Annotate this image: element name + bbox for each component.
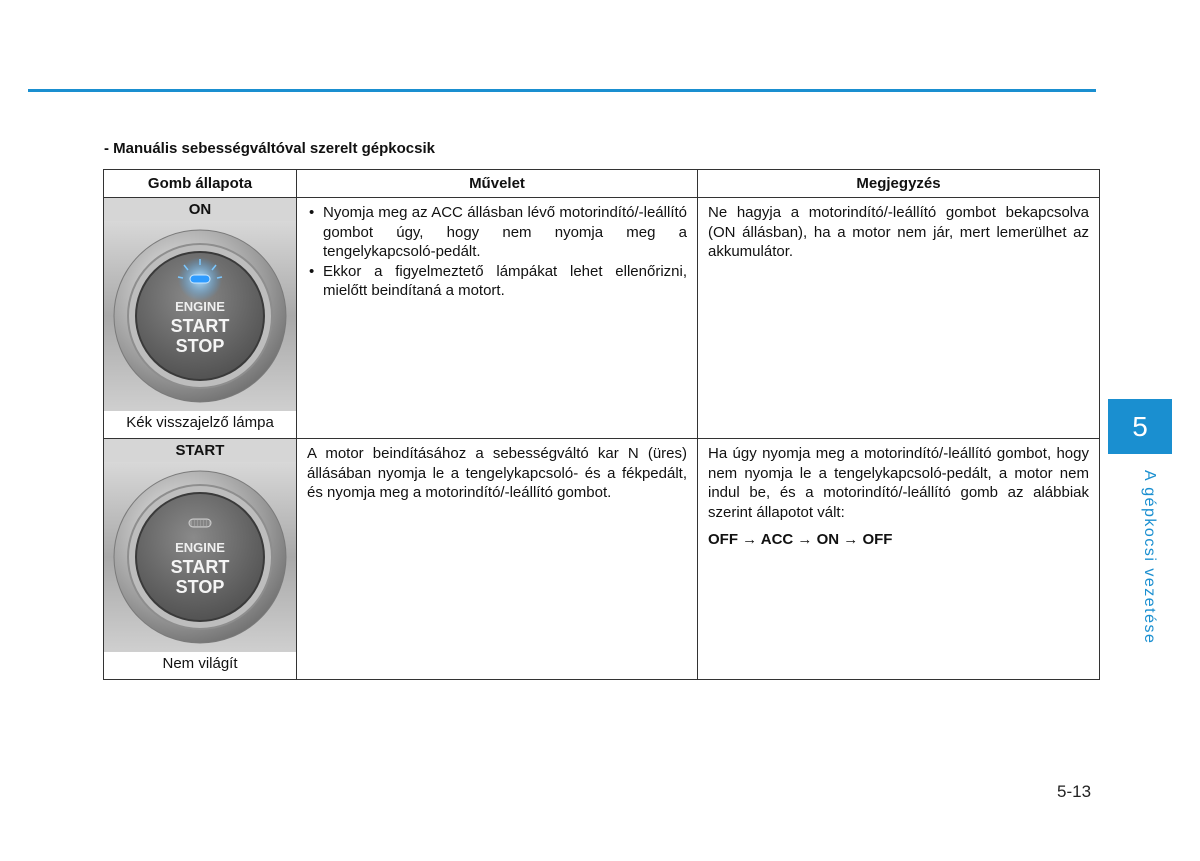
button-text-engine: ENGINE	[175, 299, 225, 314]
note-text-start: Ha úgy nyomja meg a motorindító/-leállító gombot, hogy nem nyomja le a tengelykapcsoló-pedált, a motor nem indul be, és a motorindító/-leállító gomb az alábbiak szerint állapotot vált:	[708, 445, 1089, 521]
caption-on: Kék visszajelző lámpa	[126, 414, 274, 431]
button-text-stop: STOP	[175, 336, 225, 356]
action-item-2: • Ekkor a figyelmeztető lámpákat lehet ellenőrizni, mielőtt beindítaná a motort.	[307, 262, 687, 301]
state-cell-start	[104, 439, 297, 680]
note-text-on: Ne hagyja a motorindító/-leállító gombot bekapcsolva (ON állásban), ha a motor nem jár, mert lemerülhet az akkumulátor.	[708, 204, 1089, 260]
caption-start: Nem világít	[162, 655, 238, 672]
note-cell-on	[698, 198, 1100, 439]
button-text-start: START	[170, 557, 230, 577]
state-cell-on	[104, 198, 297, 439]
unlit-indicator-lamp-icon	[189, 519, 211, 527]
state-label-start: START	[104, 439, 296, 462]
blue-indicator-lamp-icon	[178, 257, 222, 301]
state-label-on: ON	[104, 198, 296, 221]
note-cell-start	[698, 439, 1100, 680]
button-text-start: START	[170, 316, 230, 336]
engine-start-stop-button-on-image	[104, 221, 296, 411]
button-text-stop: STOP	[175, 577, 225, 597]
start-button-table	[103, 169, 1100, 680]
table-row-on	[104, 198, 1100, 439]
action-text-start: A motor beindításához a sebességváltó kar N (üres) állásában nyomja le a tengelykapcsoló- és a fékpedált, és nyomja meg a motorindító/-leállító gombot.	[307, 445, 687, 501]
header-note: Megjegyzés	[698, 170, 1100, 198]
action-item-1: • Nyomja meg az ACC állásban lévő motorindító/-leállító gombot úgy, hogy nem nyomja meg a tengelykapcsoló-pedált.	[307, 203, 687, 262]
button-text-engine: ENGINE	[175, 540, 225, 555]
action-cell-on	[297, 198, 698, 439]
action-cell-start	[297, 439, 698, 680]
state-sequence: OFF → ACC → ON → OFF	[708, 531, 893, 548]
page-number: 5-13	[1057, 782, 1092, 801]
chapter-number-tab: 5	[1108, 399, 1172, 454]
section-title: - Manuális sebességváltóval szerelt gépkocsik	[104, 140, 435, 157]
table-row-start	[104, 439, 1100, 680]
top-rule	[28, 89, 1096, 92]
engine-start-stop-button-off-image	[104, 462, 296, 652]
header-action: Művelet	[297, 170, 698, 198]
header-state: Gomb állapota	[104, 170, 297, 198]
chapter-side-title: A gépkocsi vezetése	[1141, 470, 1158, 645]
table-header-row	[104, 170, 1100, 198]
